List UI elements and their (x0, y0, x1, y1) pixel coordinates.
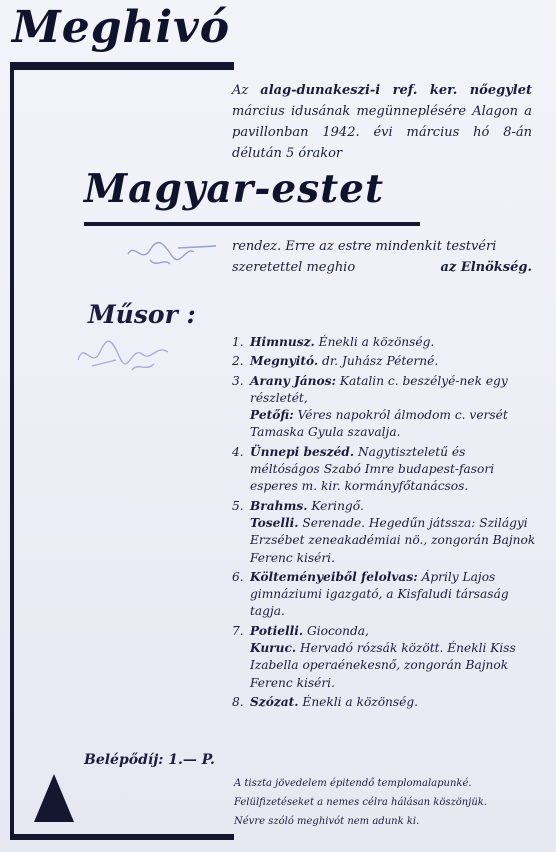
program-item-text: Katalin c. beszélyé-nek egy részletét, (250, 373, 508, 405)
program-item (232, 444, 538, 496)
left-rule (10, 62, 14, 838)
program-item-head: Brahms. (250, 498, 308, 513)
triangle-emblem-icon (34, 774, 74, 822)
program-item-head: Himnusz. (250, 335, 315, 349)
handwritten-scribble-1 (120, 234, 230, 274)
program-item-text: Keringő. (311, 498, 364, 513)
program-item-text: Áprily Lajos gimnáziumi igazgató, a Kisfaludi társaság tagja. (250, 569, 509, 619)
program-item-head: Költeményeiből felolvas: (250, 569, 418, 584)
program-item-head: Arany János: (250, 373, 336, 388)
invitation-body: rendez. Erre az estre mindenkit testvéri szeretettel meghio (232, 239, 497, 275)
program-item-head: Megnyitó. (250, 354, 319, 369)
page-title: Meghivó (12, 2, 231, 53)
program-item-text: Énekli a közönség. (302, 694, 419, 709)
intro-paragraph (232, 80, 532, 164)
program-list (232, 334, 538, 713)
program-item-text: Énekli a közönség. (318, 335, 435, 349)
program-item-number: 7. (232, 623, 244, 638)
program-item-head: Szózat. (250, 694, 299, 709)
footer-line: Névre szóló meghivót nem adunk ki. (234, 816, 420, 827)
program-item-head: Ünnepi beszéd. (250, 444, 355, 459)
program-item-text: Nagytiszteletű és méltóságos Szabó Imre budapest-fasori esperes m. kir. kormányfőtanácsos. (250, 444, 495, 494)
program-item-number: 3. (232, 373, 244, 388)
signature: az Elnökség. (440, 260, 532, 275)
bottom-rule (10, 834, 234, 840)
program-item-text-2: Hervadó rózsák között. Énekli Kiss Izabella operaénekesnő, zongorán Bajnok Ferenc kiséri. (250, 641, 516, 690)
intro-part2: március idusának megünneplésére Alagon a pavillonban 1942. évi március hó 8-án délután 5 órakor (232, 104, 532, 161)
footer-notes (234, 774, 534, 831)
program-item (232, 498, 538, 567)
program-item-text-2: Serenade. Hegedűn játssza: Szilágyi Erzsébet zeneakadémiai nö., zongorán Bajnok Ferenc kiséri. (250, 515, 536, 565)
program-item-number: 4. (232, 444, 244, 459)
program-item (232, 353, 538, 370)
program-item-head-2: Kuruc. (250, 641, 297, 656)
program-item (232, 694, 538, 711)
program-item-text: Gioconda, (307, 623, 369, 638)
program-item (232, 373, 538, 442)
program-item-number: 1. (232, 335, 244, 349)
program-item-head-2: Toselli. (250, 515, 299, 530)
program-item (232, 569, 538, 621)
program-item-head-2: Petőfi: (250, 408, 294, 423)
program-title: Műsor : (88, 300, 196, 329)
program-item-number: 8. (232, 694, 244, 709)
program-item-number: 5. (232, 498, 244, 513)
program-item-text: dr. Juhász Péterné. (322, 354, 439, 369)
top-rule (10, 62, 234, 70)
intro-org: alag-dunakeszi-i ref. ker. nőegylet (260, 83, 532, 98)
program-item-head: Potielli. (250, 623, 304, 638)
program-item (232, 334, 538, 351)
program-item-text-2: Véres napokról álmodom c. versét Tamaska Gyula szavalja. (250, 408, 508, 440)
entry-fee: Belépődíj: 1.— P. (84, 752, 215, 768)
event-headline: Magyar-estet (84, 166, 384, 212)
headline-rule (84, 222, 420, 226)
program-item (232, 623, 538, 692)
footer-line: A tiszta jövedelem épitendő templomalapunké. (234, 778, 472, 789)
footer-line: Felülfizetéseket a nemes célra hálásan köszönjük. (234, 797, 488, 808)
handwritten-scribble-2 (72, 330, 192, 380)
invitation-text (232, 236, 532, 278)
program-item-number: 2. (232, 354, 244, 369)
program-item-number: 6. (232, 569, 244, 584)
intro-part1: Az (232, 83, 249, 98)
